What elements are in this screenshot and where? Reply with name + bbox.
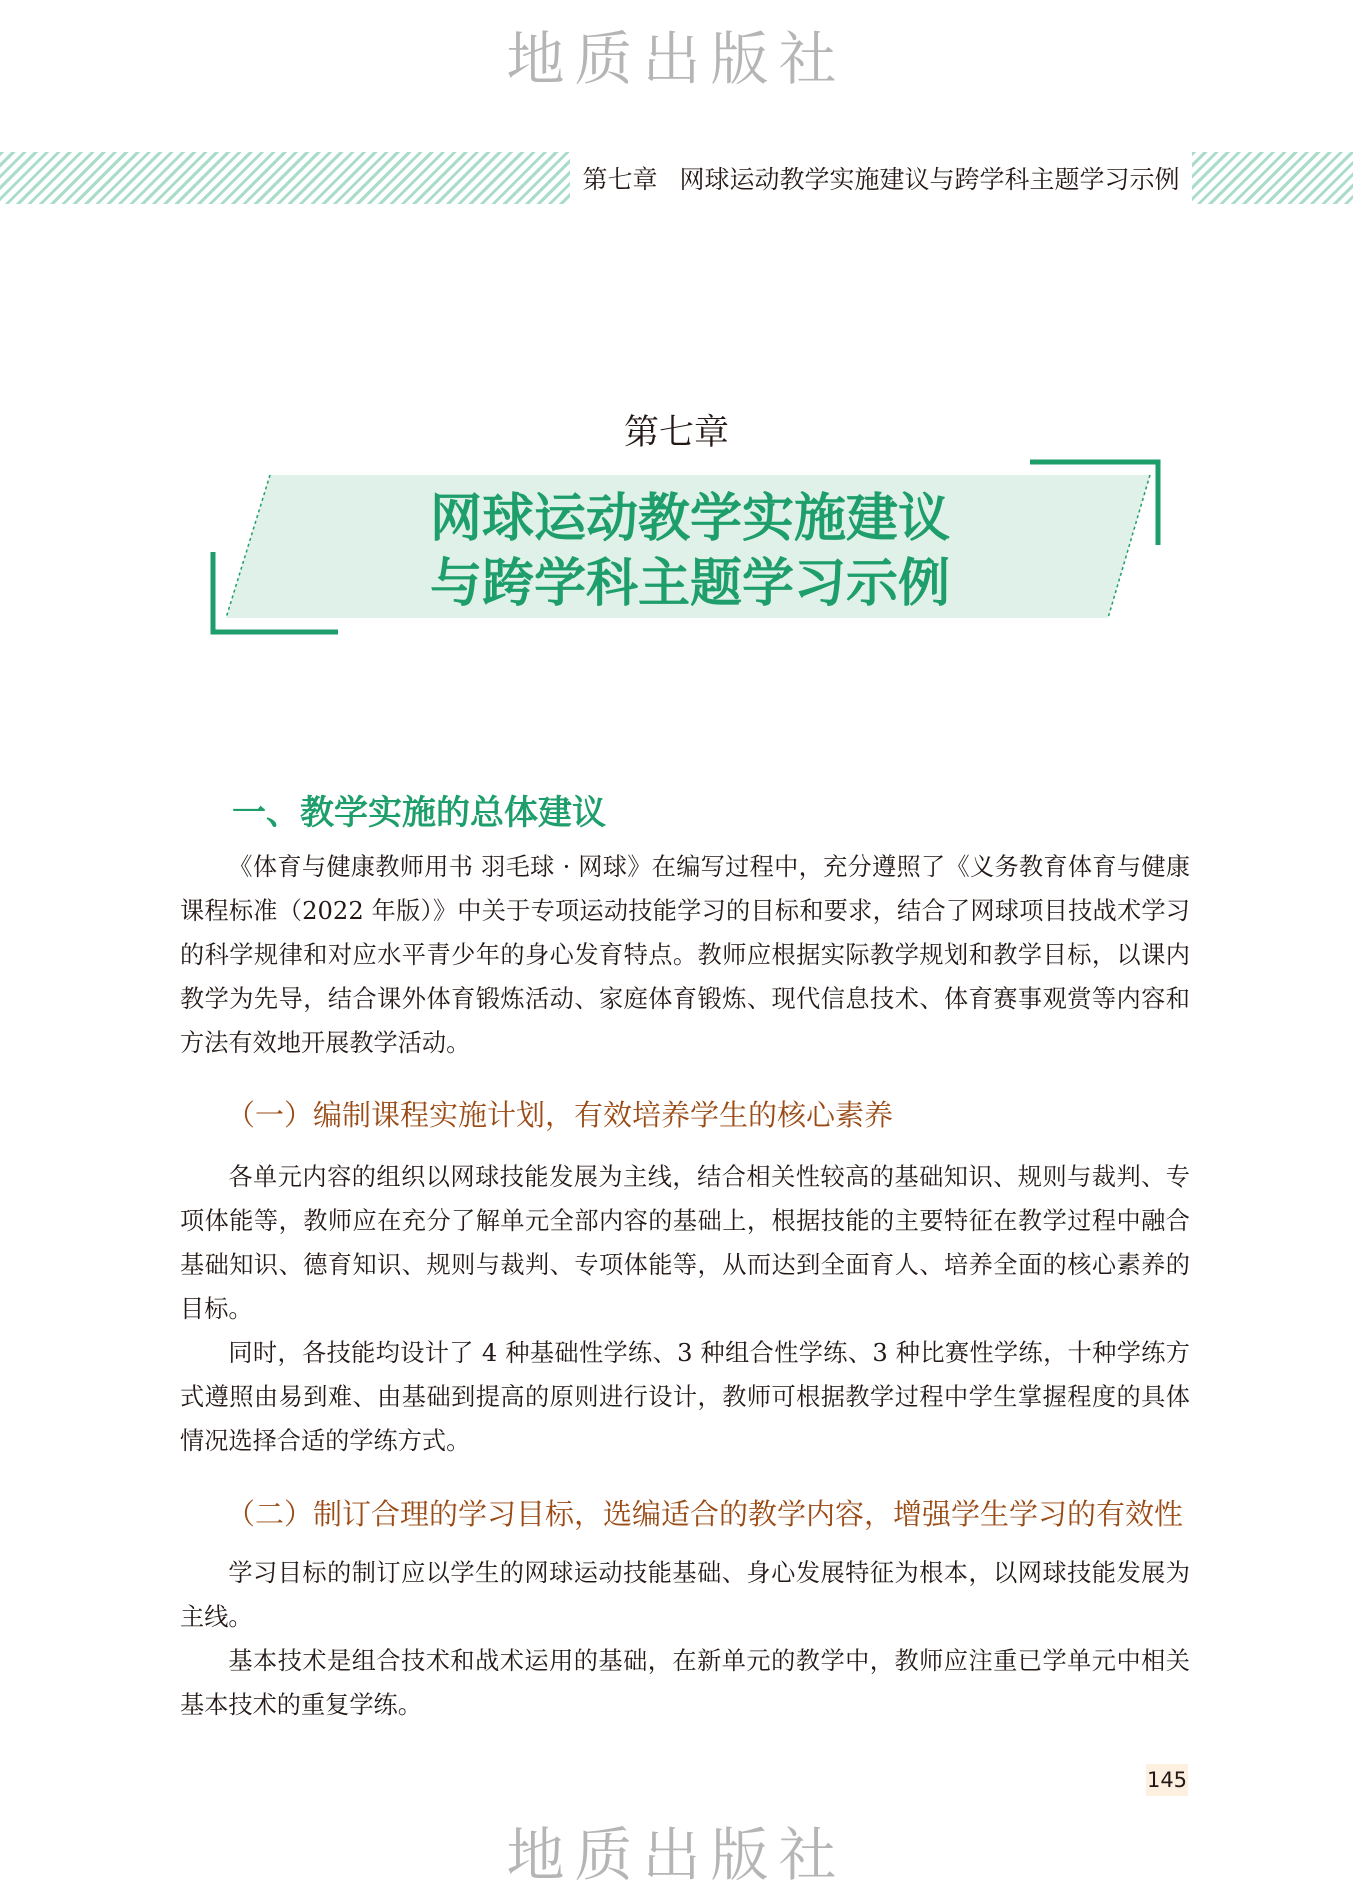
subsection-2-paragraph-2: 基本技术是组合技术和战术运用的基础，在新单元的教学中，教师应注重已学单元中相关基本技术的重复学练。 [180,1647,1190,1719]
running-head-title: 网球运动教学实施建议与跨学科主题学习示例 [679,165,1180,194]
chapter-label: 第七章 [623,413,729,453]
running-head-chapter: 第七章 [582,165,658,194]
section-intro-paragraph: 《体育与健康教师用书 羽毛球 · 网球》在编写过程中，充分遵照了《义务教育体育与健康课程标准（2022 年版）》中关于专项运动技能学习的目标和要求，结合了网球项目技战术学习的科学规律和对应水平青少年的身心发育特点。教师应根据实际教学规划和教学目标，以课内教学为先导，结合课外体育锻炼活动、家庭体育锻炼、现代信息技术、体育赛事观赏等内容和方法有效地开展教学活动。 [180,853,1190,1057]
subsection-2-paragraph-1: 学习目标的制订应以学生的网球运动技能基础、身心发展特征为根本，以网球技能发展为主线。 [180,1559,1190,1631]
chapter-title-line-2: 与跨学科主题学习示例 [429,554,950,614]
section-heading: 一、教学实施的总体建议 [232,793,606,833]
subsection-1-heading: （一）编制课程实施计划，有效培养学生的核心素养 [226,1098,894,1132]
subsection-2-heading: （二）制订合理的学习目标，选编适合的教学内容，增强学生学习的有效性 [226,1497,1184,1531]
publisher-watermark-top: 地质出版社 [506,25,847,93]
subsection-1-paragraph-1: 各单元内容的组织以网球技能发展为主线，结合相关性较高的基础知识、规则与裁判、专项体能等，教师应在充分了解单元全部内容的基础上，根据技能的主要特征在教学过程中融合基础知识、德育知识、规则与裁判、专项体能等，从而达到全面育人、培养全面的核心素养的目标。 [180,1163,1190,1323]
page-number: 145 [1146,1764,1188,1796]
subsection-1-paragraph-2: 同时，各技能均设计了 4 种基础性学练、3 种组合性学练、3 种比赛性学练，十种学练方式遵照由易到难、由基础到提高的原则进行设计，教师可根据教学过程中学生掌握程度的具体情况选择合适的学练方式。 [180,1339,1190,1455]
publisher-watermark-bottom: 地质出版社 [506,1821,847,1889]
chapter-title-line-1: 网球运动教学实施建议 [429,489,950,549]
